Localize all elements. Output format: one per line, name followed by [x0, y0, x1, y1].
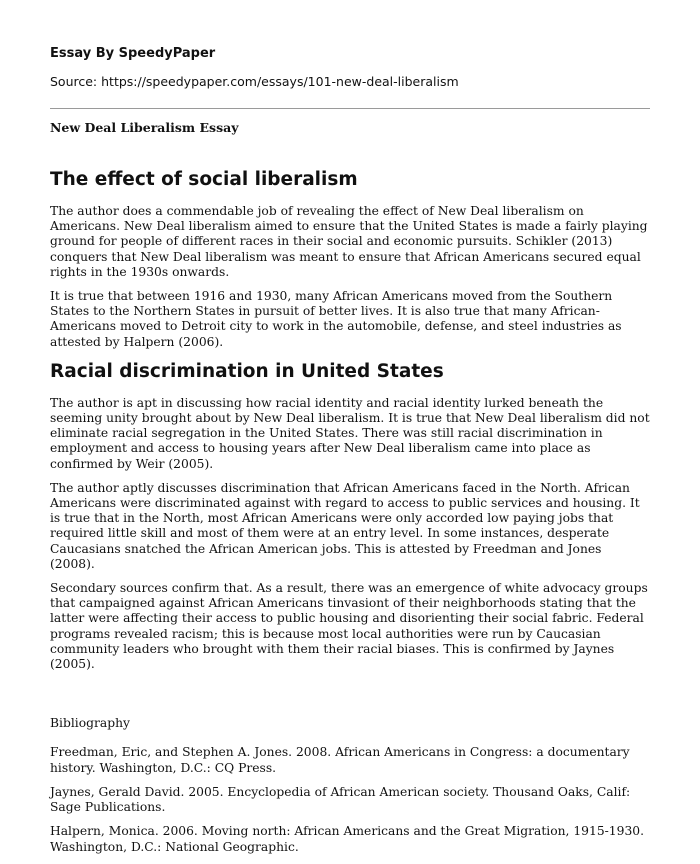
paragraph: The author does a commendable job of revealing the effect of New Deal liberalism on Americans. New Deal liberalism aimed to ensure that the United States is made a fairly playing ground for people of different races in their social and economic pursuits. Schikler (2013) conquers that New Deal liberalism was meant to ensure that African Americans secured equal rights in the 1930s onwards. [50, 204, 648, 279]
section-heading-racial-discrimination: Racial discrimination in United States [50, 360, 444, 382]
essay-title: New Deal Liberalism Essay [50, 120, 239, 135]
brand-name: Essay By SpeedyPaper [50, 46, 216, 61]
header-divider [50, 108, 650, 109]
paragraph: Secondary sources confirm that. As a result, there was an emergence of white advocacy groups that campaigned against African Americans tinvasiont of their neighborhoods stating that the latter were affecting their access to public housing and disorienting their social fabric. Federal programs revealed racism; this is because most local authorities were run by Caucasian community leaders who brought with them their racial biases. This is confirmed by Jaynes (2005). [50, 581, 648, 672]
source-line: Source: https://speedypaper.com/essays/101-new-deal-liberalism [50, 74, 459, 89]
essay-body [50, 168, 650, 864]
bibliography-entry: Halpern, Monica. 2006. Moving north: African Americans and the Great Migration, 1915-1930. Washington, D.C.: National Geographic. [50, 824, 645, 854]
bibliography-entry: Freedman, Eric, and Stephen A. Jones. 2008. African Americans in Congress: a documentary history. Washington, D.C.: CQ Press. [50, 745, 630, 775]
bibliography-entry: Jaynes, Gerald David. 2005. Encyclopedia of African American society. Thousand Oaks, Calif: Sage Publications. [50, 784, 631, 815]
paragraph: The author is apt in discussing how racial identity and racial identity lurked beneath the seeming unity brought about by New Deal liberalism. It is true that New Deal liberalism did not eliminate racial segregation in the United States. There was still racial discrimination in employment and access to housing years after New Deal liberalism came into place as confirmed by Weir (2005). [50, 395, 650, 471]
section-heading-social-liberalism: The effect of social liberalism [50, 169, 358, 190]
paragraph: It is true that between 1916 and 1930, many African Americans moved from the Southern States to the Northern States in pursuit of better lives. It is also true that many African-Americans moved to Detroit city to work in the automobile, defense, and steel industries as attested by Halpern (2006). [50, 289, 622, 349]
bibliography-heading: Bibliography [50, 716, 130, 731]
paragraph: The author aptly discusses discrimination that African Americans faced in the North. African Americans were discriminated against with regard to access to public services and housing. It is true that in the North, most African Americans were only accorded low paying jobs that required little skill and most of them were at an entry level. In some instances, desperate Caucasians snatched the African American jobs. This is attested by Freedman and Jones (2008). [50, 480, 640, 571]
